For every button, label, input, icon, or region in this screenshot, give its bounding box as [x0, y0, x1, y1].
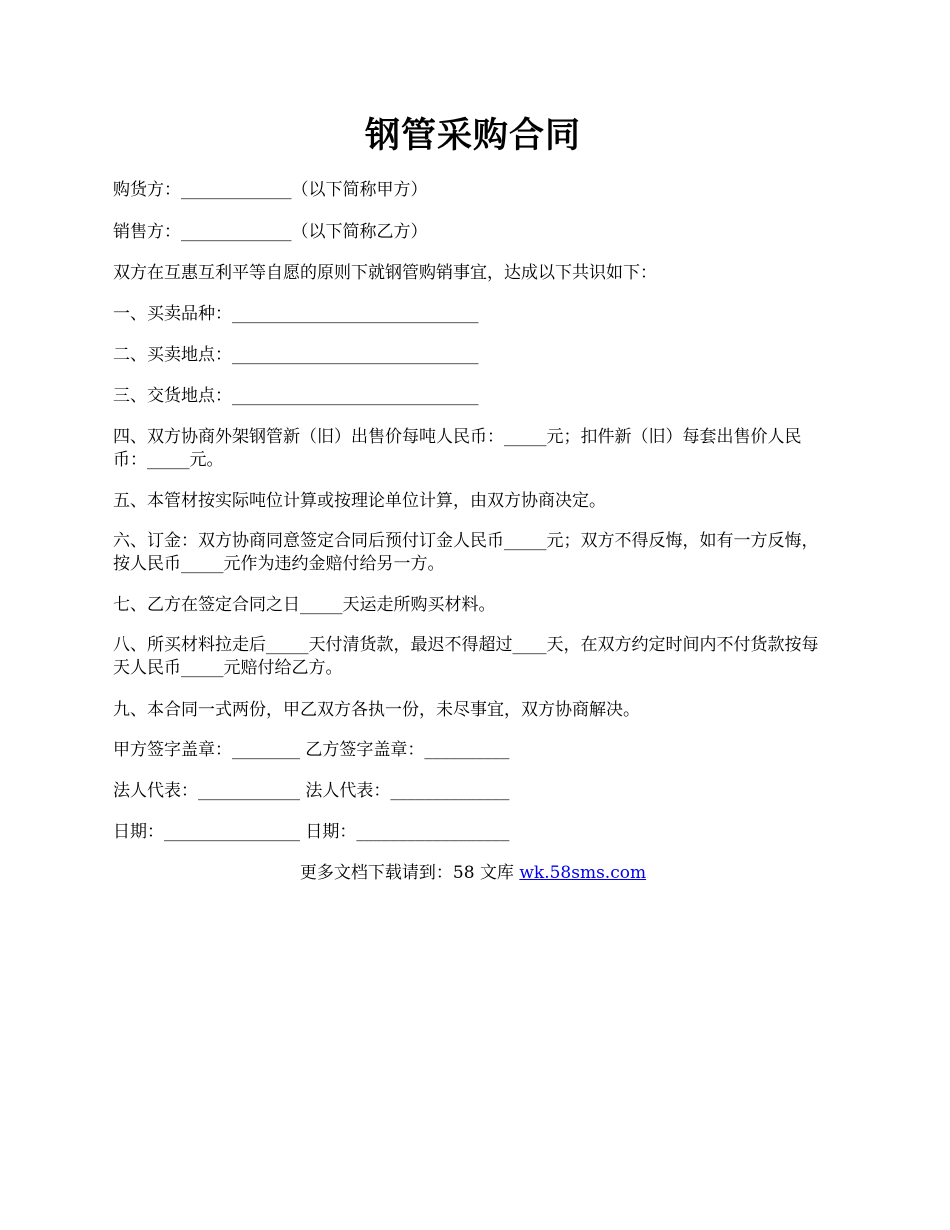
preamble: 双方在互惠互利平等自愿的原则下就钢管购销事宜，达成以下共识如下： [113, 263, 657, 283]
clause-5: 五、本管材按实际吨位计算或按理论单位计算，由双方协商决定。 [113, 491, 606, 511]
signature-line: 甲方签字盖章：________ 乙方签字盖章：__________ [113, 740, 510, 760]
document-title: 钢管采购合同 [364, 116, 581, 156]
clause-9: 九、本合同一式两份，甲乙双方各执一份，未尽事宜，双方协商解决。 [113, 700, 640, 720]
legal-rep-line: 法人代表：____________ 法人代表：______________ [113, 781, 510, 801]
buyer-line: 购货方：_____________（以下简称甲方） [113, 180, 428, 200]
clause-8: 八、所买材料拉走后_____天付清货款，最迟不得超过____天，在双方约定时间内不付货款按每天人民币_____元赔付给乙方。 [113, 635, 819, 678]
clause-6: 六、订金：双方协商同意签定合同后预付订金人民币_____元；双方不得反悔，如有一方反悔，按人民币_____元作为违约金赔付给另一方。 [113, 531, 819, 574]
footer-link[interactable]: wk.58sms.com [519, 863, 647, 883]
date-line: 日期：________________ 日期：__________________ [113, 822, 510, 842]
clause-4: 四、双方协商外架钢管新（旧）出售价每吨人民币：_____元；扣件新（旧）每套出售价人民币：_____元。 [113, 427, 802, 470]
clause-3: 三、交货地点：_____________________________ [113, 386, 479, 406]
footer-text: 更多文档下载请到：58 文库 [299, 863, 520, 883]
clause-1: 一、买卖品种：_____________________________ [113, 304, 479, 324]
clause-2: 二、买卖地点：_____________________________ [113, 345, 479, 365]
seller-line: 销售方：_____________（以下简称乙方） [113, 222, 428, 242]
footer [113, 862, 833, 885]
clause-7: 七、乙方在签定合同之日_____天运走所购买材料。 [113, 595, 496, 615]
